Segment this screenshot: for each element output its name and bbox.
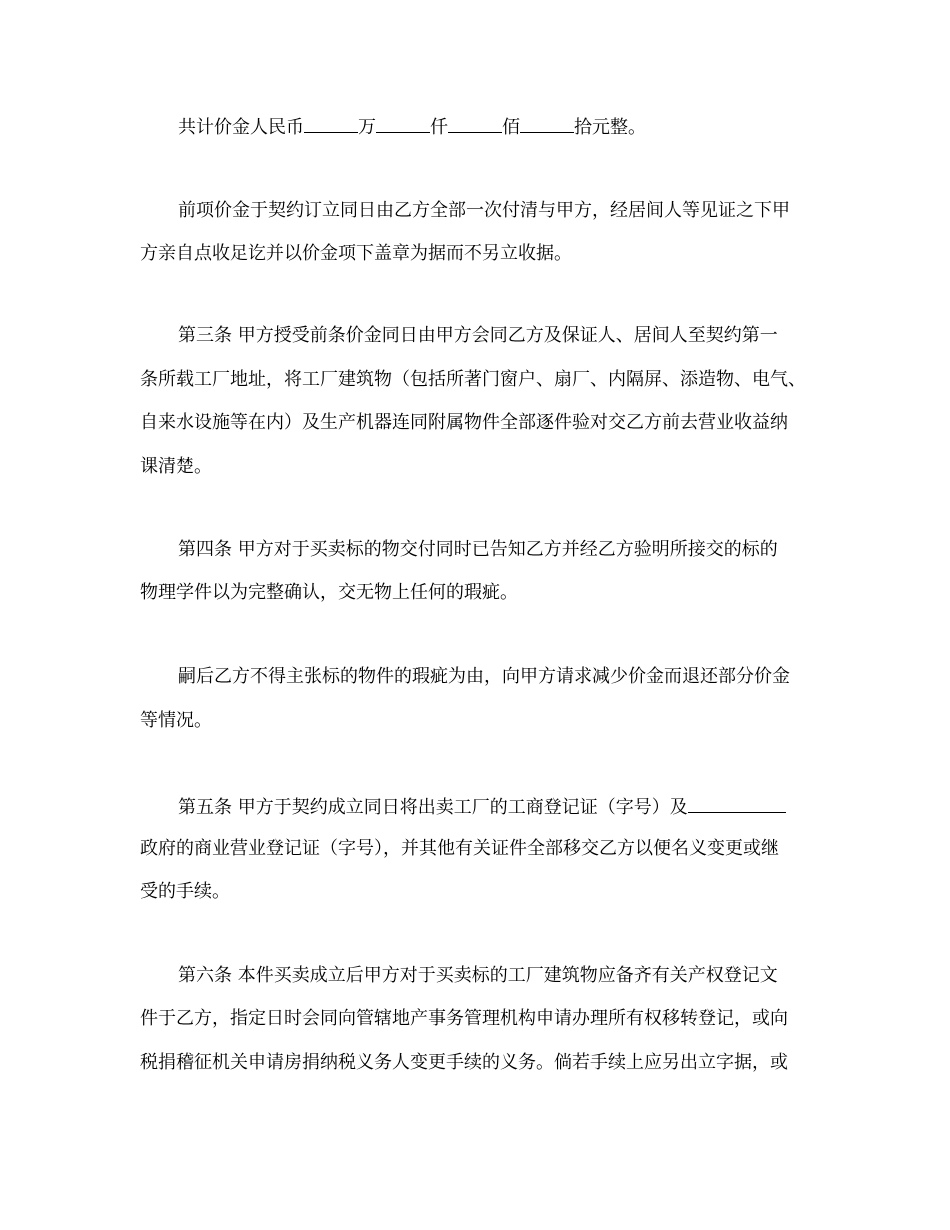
article-6-line-2: 件于乙方，指定日时会同向管辖地产事务管理机构申请办理所有权移转登记，或向	[140, 1008, 788, 1029]
article-3-line-3: 自来水设施等在内）及生产机器连同附属物件全部逐件验对交乙方前去营业收益纳	[140, 412, 788, 433]
payment-line-2: 方亲自点收足讫并以价金项下盖章为据而不另立收据。	[140, 243, 572, 264]
article-5-line-1	[178, 794, 786, 819]
payment-line-1: 前项价金于契约订立同日由乙方全部一次付清与甲方，经居间人等见证之下甲	[178, 200, 790, 221]
article-4-cont-line-1: 嗣后乙方不得主张标的物件的瑕疵为由，向甲方请求减少价金而退还部分价金	[178, 666, 790, 687]
article-4-line-2: 物理学件以为完整确认，交无物上任何的瑕疵。	[140, 582, 518, 603]
article-6-line-1: 第六条 本件买卖成立后甲方对于买卖标的工厂建筑物应备齐有关产权登记文	[178, 965, 778, 986]
amount-blank	[376, 114, 430, 133]
article-3-line-2: 条所载工厂地址，将工厂建筑物（包括所著门窗户、扇厂、内隔屏、添造物、电气、	[140, 369, 806, 390]
article-3-line-1: 第三条 甲方授受前条价金同日由甲方会同乙方及保证人、居间人至契约第一	[178, 325, 778, 346]
text-segment: 拾元整。	[574, 117, 646, 138]
article-4-cont-line-2: 等情况。	[140, 710, 212, 731]
text-segment: 第五条 甲方于契约成立同日将出卖工厂的工商登记证（字号）及	[178, 797, 688, 818]
text-segment: 佰	[502, 117, 520, 138]
article-4-line-1: 第四条 甲方对于买卖标的物交付同时已告知乙方并经乙方验明所接交的标的	[178, 539, 778, 560]
price-total-line	[178, 114, 646, 139]
text-segment: 万	[358, 117, 376, 138]
government-blank	[688, 794, 786, 813]
article-5-line-3: 受的手续。	[140, 881, 230, 902]
article-3-line-4: 课清楚。	[140, 456, 212, 477]
text-segment: 仟	[430, 117, 448, 138]
amount-blank	[304, 114, 358, 133]
amount-blank	[448, 114, 502, 133]
article-5-line-2: 政府的商业营业登记证（字号），并其他有关证件全部移交乙方以便名义变更或继	[140, 838, 779, 859]
article-6-line-3: 税捐稽征机关申请房捐纳税义务人变更手续的义务。倘若手续上应另出立字据，或	[140, 1052, 788, 1073]
text-segment: 共计价金人民币	[178, 117, 304, 138]
amount-blank	[520, 114, 574, 133]
